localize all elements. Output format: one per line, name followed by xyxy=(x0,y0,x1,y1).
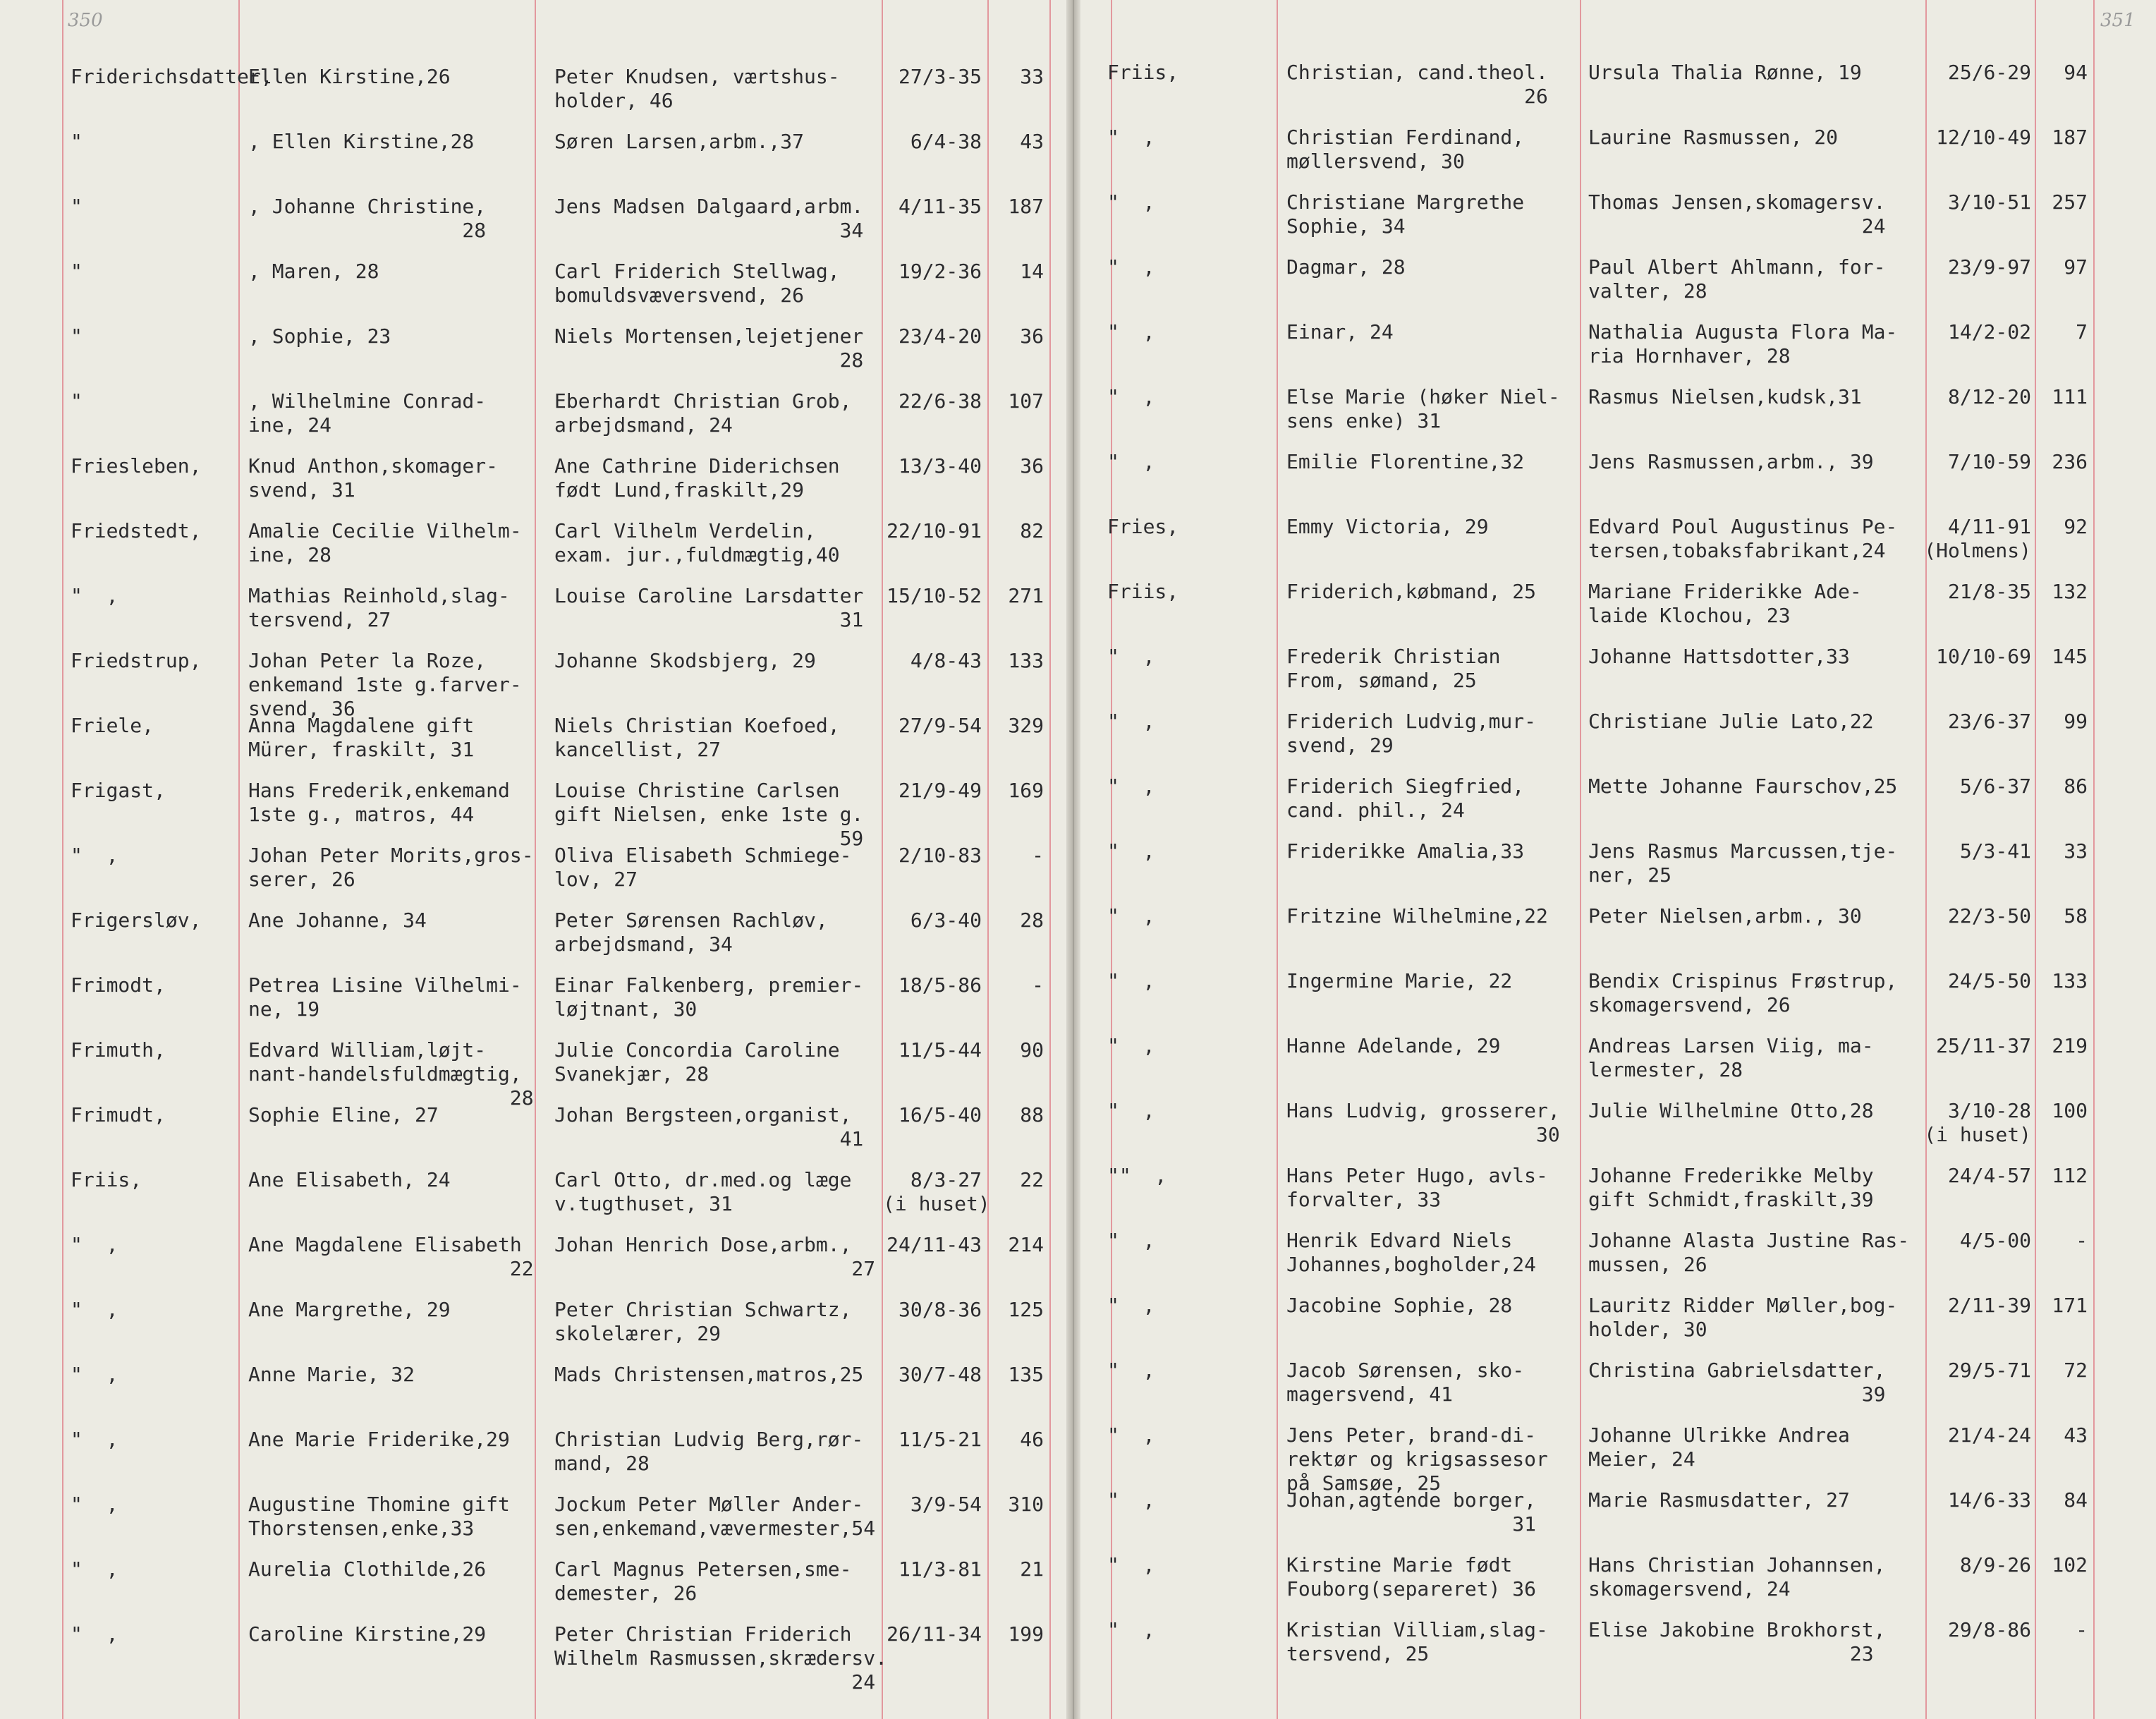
spouse-cell: Andreas Larsen Viig, ma- lermester, 28 xyxy=(1588,1034,1874,1081)
right-entry xyxy=(0,1164,2156,1227)
spouse-cell: Laurine Rasmussen, 20 xyxy=(1588,126,1839,149)
given-name-cell: Friderich Ludvig,mur- svend, 29 xyxy=(1286,710,1537,757)
given-name-cell: Johan,agtende borger, 31 xyxy=(1286,1488,1537,1536)
given-name-cell: Christian, cand.theol. 26 xyxy=(1286,61,1548,108)
spouse-cell: Hans Christian Johannsen, skomagersvend, 24 xyxy=(1588,1553,1886,1600)
given-name-cell: Jacob Sørensen, sko- magersvend, 41 xyxy=(1286,1359,1525,1406)
surname-cell: " , xyxy=(71,584,118,607)
spouse-cell: Mariane Friderikke Ade- laide Klochou, 23 xyxy=(1588,580,1862,627)
given-name-cell: Sophie Eline, 27 xyxy=(248,1103,439,1126)
entry-number-cell: 112 xyxy=(2052,1164,2088,1187)
entry-number-cell: 199 xyxy=(1008,1622,1044,1646)
marriage-date-cell: 8/12-20 xyxy=(1947,385,2031,408)
entry-number-cell: 310 xyxy=(1008,1493,1044,1516)
spouse-cell: Carl Magnus Petersen,sme- demester, 26 xyxy=(554,1557,852,1605)
entry-number-cell: 33 xyxy=(2064,839,2088,863)
given-name-cell: , Sophie, 23 xyxy=(248,324,391,348)
spouse-cell: Christiane Julie Lato,22 xyxy=(1588,710,1874,733)
marriage-date-cell: 25/11-37 xyxy=(1936,1034,2031,1057)
spouse-cell: Christina Gabrielsdatter, 39 xyxy=(1588,1359,1886,1406)
surname-cell: Friis, xyxy=(1107,61,1179,84)
entry-number-cell: 92 xyxy=(2064,515,2088,538)
surname-cell: " , xyxy=(71,1298,118,1321)
given-name-cell: Edvard William,løjt- nant-handelsfuldmægtig, 28 xyxy=(248,1038,534,1110)
right-entry xyxy=(0,904,2156,968)
surname-cell: " , xyxy=(71,844,118,867)
spouse-cell: Elise Jakobine Brokhorst, 23 xyxy=(1588,1618,1886,1665)
given-name-cell: Emilie Florentine,32 xyxy=(1286,450,1525,473)
surname-cell: Fries, xyxy=(1107,515,1179,538)
given-name-cell: , Maren, 28 xyxy=(248,260,379,283)
entry-number-cell: - xyxy=(1032,844,1044,867)
surname-cell: Friedstedt, xyxy=(71,519,202,542)
right-entry xyxy=(0,1553,2156,1617)
given-name-cell: Henrik Edvard Niels Johannes,bogholder,24 xyxy=(1286,1229,1537,1276)
spouse-cell: Julie Wilhelmine Otto,28 xyxy=(1588,1099,1874,1122)
surname-cell: Friesleben, xyxy=(71,454,202,478)
given-name-cell: Christian Ferdinand, møllersvend, 30 xyxy=(1286,126,1525,173)
right-entry xyxy=(0,775,2156,838)
spouse-cell: Carl Otto, dr.med.og læge v.tugthuset, 31 xyxy=(554,1168,852,1215)
right-entry xyxy=(0,1423,2156,1495)
marriage-date-cell: 23/4-20 xyxy=(898,324,982,348)
entry-number-cell: 271 xyxy=(1008,584,1044,607)
entry-number-cell: 219 xyxy=(2052,1034,2088,1057)
spouse-cell: Peter Christian Schwartz, skolelærer, 29 xyxy=(554,1298,852,1345)
left-page-number: 350 xyxy=(68,10,103,31)
marriage-date-cell: 4/5-00 xyxy=(1959,1229,2031,1252)
given-name-cell: Hans Peter Hugo, avls- forvalter, 33 xyxy=(1286,1164,1548,1211)
entry-number-cell: 132 xyxy=(2052,580,2088,603)
spouse-cell: Jockum Peter Møller Ander- sen,enkemand,vævermester,54 xyxy=(554,1493,876,1540)
surname-cell: Frimodt, xyxy=(71,973,166,997)
entry-number-cell: 236 xyxy=(2052,450,2088,473)
right-entry xyxy=(0,126,2156,189)
surname-cell: Frimudt, xyxy=(71,1103,166,1126)
right-entry xyxy=(0,710,2156,773)
given-name-cell: Frederik Christian From, sømand, 25 xyxy=(1286,645,1501,692)
surname-cell: " , xyxy=(1107,385,1155,408)
given-name-cell: Hans Ludvig, grosserer, 30 xyxy=(1286,1099,1560,1146)
given-name-cell: Christiane Margrethe Sophie, 34 xyxy=(1286,190,1525,238)
given-name-cell: Hans Frederik,enkemand 1ste g., matros, 44 xyxy=(248,779,510,826)
marriage-date-cell: 18/5-86 xyxy=(898,973,982,997)
marriage-date-cell: 29/5-71 xyxy=(1947,1359,2031,1382)
surname-cell: " , xyxy=(1107,1618,1155,1641)
spouse-cell: Marie Rasmusdatter, 27 xyxy=(1588,1488,1850,1512)
marriage-date-cell: 14/6-33 xyxy=(1947,1488,2031,1512)
given-name-cell: Hanne Adelande, 29 xyxy=(1286,1034,1501,1057)
spouse-cell: Johanne Frederikke Melby gift Schmidt,fraskilt,39 xyxy=(1588,1164,1874,1211)
surname-cell: " , xyxy=(1107,190,1155,214)
marriage-date-cell: 15/10-52 xyxy=(887,584,982,607)
spouse-cell: Thomas Jensen,skomagersv. 24 xyxy=(1588,190,1886,238)
surname-cell: " , xyxy=(1107,904,1155,928)
marriage-date-cell: 2/11-39 xyxy=(1947,1294,2031,1317)
given-name-cell: Amalie Cecilie Vilhelm- ine, 28 xyxy=(248,519,522,566)
right-entry xyxy=(0,1034,2156,1098)
entry-number-cell: 90 xyxy=(1020,1038,1044,1062)
right-entry xyxy=(0,580,2156,643)
right-entry xyxy=(0,1618,2156,1682)
entry-number-cell: - xyxy=(2076,1229,2088,1252)
surname-cell: " , xyxy=(1107,1553,1155,1577)
entry-number-cell: 72 xyxy=(2064,1359,2088,1382)
entry-number-cell: 107 xyxy=(1008,389,1044,413)
marriage-date-cell: 22/10-91 xyxy=(887,519,982,542)
given-name-cell: Emmy Victoria, 29 xyxy=(1286,515,1489,538)
spouse-cell: Johanne Skodsbjerg, 29 xyxy=(554,649,816,672)
given-name-cell: Ane Magdalene Elisabeth 22 xyxy=(248,1233,534,1280)
marriage-date-cell: 19/2-36 xyxy=(898,260,982,283)
marriage-date-cell: 26/11-34 xyxy=(887,1622,982,1646)
surname-cell: " , xyxy=(1107,255,1155,279)
marriage-date-cell: 11/5-44 xyxy=(898,1038,982,1062)
marriage-date-cell: 10/10-69 xyxy=(1936,645,2031,668)
given-name-cell: Einar, 24 xyxy=(1286,320,1394,344)
marriage-date-cell: 11/5-21 xyxy=(898,1428,982,1451)
right-entry xyxy=(0,1294,2156,1357)
surname-cell: " , xyxy=(71,1622,118,1646)
marriage-date-cell: 13/3-40 xyxy=(898,454,982,478)
entry-number-cell: 82 xyxy=(1020,519,1044,542)
given-name-cell: Knud Anthon,skomager- svend, 31 xyxy=(248,454,499,502)
entry-number-cell: 111 xyxy=(2052,385,2088,408)
spouse-cell: Mads Christensen,matros,25 xyxy=(554,1363,864,1386)
spouse-cell: Julie Concordia Caroline Svanekjær, 28 xyxy=(554,1038,840,1086)
surname-cell: " , xyxy=(1107,1488,1155,1512)
spouse-cell: Edvard Poul Augustinus Pe- tersen,tobaksfabrikant,24 xyxy=(1588,515,1898,562)
spouse-cell: Johanne Hattsdotter,33 xyxy=(1588,645,1850,668)
entry-number-cell: 84 xyxy=(2064,1488,2088,1512)
entry-number-cell: 36 xyxy=(1020,454,1044,478)
given-name-cell: Ellen Kirstine,26 xyxy=(248,65,451,88)
given-name-cell: Ane Elisabeth, 24 xyxy=(248,1168,451,1191)
spouse-cell: Lauritz Ridder Møller,bog- holder, 30 xyxy=(1588,1294,1898,1341)
entry-number-cell: 86 xyxy=(2064,775,2088,798)
spouse-cell: Carl Vilhelm Verdelin, exam. jur.,fuldmægtig,40 xyxy=(554,519,840,566)
entry-number-cell: - xyxy=(2076,1618,2088,1641)
marriage-date-cell: 23/6-37 xyxy=(1947,710,2031,733)
surname-cell: " , xyxy=(1107,126,1155,149)
spouse-cell: Bendix Crispinus Frøstrup, skomagersvend, 26 xyxy=(1588,969,1898,1016)
right-entry xyxy=(0,255,2156,319)
entry-number-cell: 133 xyxy=(2052,969,2088,992)
marriage-date-cell: 4/8-43 xyxy=(910,649,982,672)
given-name-cell: Kristian Villiam,slag- tersvend, 25 xyxy=(1286,1618,1548,1665)
right-entry xyxy=(0,320,2156,384)
marriage-date-cell: 29/8-86 xyxy=(1947,1618,2031,1641)
marriage-date-cell: 2/10-83 xyxy=(898,844,982,867)
entry-number-cell: 7 xyxy=(2076,320,2088,344)
spouse-cell: Johanne Ulrikke Andrea Meier, 24 xyxy=(1588,1423,1850,1471)
spouse-cell: Mette Johanne Faurschov,25 xyxy=(1588,775,1898,798)
spouse-cell: Nathalia Augusta Flora Ma- ria Hornhaver, 28 xyxy=(1588,320,1898,368)
spouse-cell: Eberhardt Christian Grob, arbejdsmand, 24 xyxy=(554,389,852,437)
entry-number-cell: 43 xyxy=(1020,130,1044,153)
spouse-cell: Peter Knudsen, værtshus- holder, 46 xyxy=(554,65,840,112)
entry-number-cell: 214 xyxy=(1008,1233,1044,1256)
surname-cell: " , xyxy=(71,1233,118,1256)
entry-number-cell: 88 xyxy=(1020,1103,1044,1126)
given-name-cell: Friderich Siegfried, cand. phil., 24 xyxy=(1286,775,1525,822)
right-page-number: 351 xyxy=(2100,10,2136,31)
given-name-cell: Augustine Thomine gift Thorstensen,enke,33 xyxy=(248,1493,510,1540)
spouse-cell: Johan Henrich Dose,arbm., 27 xyxy=(554,1233,876,1280)
spouse-cell: Niels Christian Koefoed, kancellist, 27 xyxy=(554,714,840,761)
surname-cell: " , xyxy=(1107,1034,1155,1057)
surname-cell: Friis, xyxy=(71,1168,142,1191)
surname-cell: " , xyxy=(1107,839,1155,863)
given-name-cell: Aurelia Clothilde,26 xyxy=(248,1557,487,1581)
marriage-date-cell: 6/4-38 xyxy=(910,130,982,153)
marriage-date-cell: 14/2-02 xyxy=(1947,320,2031,344)
spouse-cell: Oliva Elisabeth Schmiege- lov, 27 xyxy=(554,844,852,891)
given-name-cell: Friderich,købmand, 25 xyxy=(1286,580,1537,603)
entry-number-cell: 169 xyxy=(1008,779,1044,802)
marriage-date-cell: 6/3-40 xyxy=(910,909,982,932)
surname-cell: Friedstrup, xyxy=(71,649,202,672)
marriage-date-cell: 21/4-24 xyxy=(1947,1423,2031,1447)
spouse-cell: Johanne Alasta Justine Ras- mussen, 26 xyxy=(1588,1229,1910,1276)
given-name-cell: Ane Margrethe, 29 xyxy=(248,1298,451,1321)
spouse-cell: Ursula Thalia Rønne, 19 xyxy=(1588,61,1862,84)
spouse-cell: Jens Rasmussen,arbm., 39 xyxy=(1588,450,1874,473)
right-entry xyxy=(0,839,2156,903)
given-name-cell: Else Marie (høker Niel- sens enke) 31 xyxy=(1286,385,1560,432)
spouse-cell: Ane Cathrine Diderichsen født Lund,fraskilt,29 xyxy=(554,454,840,502)
surname-cell: "" , xyxy=(1107,1164,1167,1187)
right-entry xyxy=(0,450,2156,514)
spouse-cell: Johan Bergsteen,organist, 41 xyxy=(554,1103,864,1150)
surname-cell: " , xyxy=(1107,1294,1155,1317)
surname-cell: " , xyxy=(1107,969,1155,992)
right-entry xyxy=(0,1488,2156,1552)
entry-number-cell: 46 xyxy=(1020,1428,1044,1451)
entry-number-cell: 171 xyxy=(2052,1294,2088,1317)
right-entry xyxy=(0,645,2156,708)
entry-number-cell: 125 xyxy=(1008,1298,1044,1321)
entry-number-cell: 22 xyxy=(1020,1168,1044,1191)
entry-number-cell: 21 xyxy=(1020,1557,1044,1581)
given-name-cell: Dagmar, 28 xyxy=(1286,255,1406,279)
spouse-cell: Peter Sørensen Rachløv, arbejdsmand, 34 xyxy=(554,909,828,956)
spouse-cell: Carl Friderich Stellwag, bomuldsvæversvend, 26 xyxy=(554,260,840,307)
entry-number-cell: - xyxy=(1032,973,1044,997)
entry-number-cell: 99 xyxy=(2064,710,2088,733)
spouse-cell: Jens Madsen Dalgaard,arbm. 34 xyxy=(554,195,864,242)
marriage-date-cell: 22/6-38 xyxy=(898,389,982,413)
right-entry xyxy=(0,385,2156,449)
surname-cell: Frimuth, xyxy=(71,1038,166,1062)
given-name-cell: Anna Magdalene gift Mürer, fraskilt, 31 xyxy=(248,714,475,761)
given-name-cell: Ane Marie Friderike,29 xyxy=(248,1428,510,1451)
marriage-date-cell: 5/6-37 xyxy=(1959,775,2031,798)
surname-cell: " , xyxy=(1107,1359,1155,1382)
marriage-date-cell: 8/9-26 xyxy=(1959,1553,2031,1577)
given-name-cell: , Johanne Christine, 28 xyxy=(248,195,487,242)
marriage-date-cell: 21/8-35 xyxy=(1947,580,2031,603)
surname-cell: Friis, xyxy=(1107,580,1179,603)
given-name-cell: Jacobine Sophie, 28 xyxy=(1286,1294,1513,1317)
spouse-cell: Paul Albert Ahlmann, for- valter, 28 xyxy=(1588,255,1886,303)
surname-cell: Frigast, xyxy=(71,779,166,802)
entry-number-cell: 100 xyxy=(2052,1099,2088,1122)
right-entry xyxy=(0,969,2156,1033)
marriage-date-cell: 30/7-48 xyxy=(898,1363,982,1386)
given-name-cell: Petrea Lisine Vilhelmi- ne, 19 xyxy=(248,973,522,1021)
right-entry xyxy=(0,1099,2156,1162)
surname-cell: " , xyxy=(1107,320,1155,344)
surname-cell: " xyxy=(71,260,83,283)
entry-number-cell: 102 xyxy=(2052,1553,2088,1577)
spouse-cell: Niels Mortensen,lejetjener 28 xyxy=(554,324,864,372)
marriage-date-cell: 8/3-27 (i huset) xyxy=(883,1168,990,1215)
given-name-cell: , Ellen Kirstine,28 xyxy=(248,130,475,153)
spouse-cell: Søren Larsen,arbm.,37 xyxy=(554,130,805,153)
marriage-date-cell: 21/9-49 xyxy=(898,779,982,802)
given-name-cell: Anne Marie, 32 xyxy=(248,1363,415,1386)
given-name-cell: Kirstine Marie født Fouborg(separeret) 36 xyxy=(1286,1553,1537,1600)
spouse-cell: Rasmus Nielsen,kudsk,31 xyxy=(1588,385,1862,408)
marriage-date-cell: 27/3-35 xyxy=(898,65,982,88)
entry-number-cell: 257 xyxy=(2052,190,2088,214)
entry-number-cell: 187 xyxy=(2052,126,2088,149)
surname-cell: " , xyxy=(71,1557,118,1581)
given-name-cell: Fritzine Wilhelmine,22 xyxy=(1286,904,1548,928)
surname-cell: " , xyxy=(1107,775,1155,798)
entry-number-cell: 36 xyxy=(1020,324,1044,348)
surname-cell: " , xyxy=(1107,710,1155,733)
entry-number-cell: 329 xyxy=(1008,714,1044,737)
surname-cell: " , xyxy=(1107,645,1155,668)
given-name-cell: Mathias Reinhold,slag- tersvend, 27 xyxy=(248,584,510,631)
surname-cell: " xyxy=(71,195,83,218)
right-entry xyxy=(0,61,2156,124)
spouse-cell: Peter Christian Friderich Wilhelm Rasmussen,skrædersv. 24 xyxy=(554,1622,888,1694)
surname-cell: " , xyxy=(1107,1229,1155,1252)
marriage-date-cell: 4/11-35 xyxy=(898,195,982,218)
spouse-cell: Louise Caroline Larsdatter 31 xyxy=(554,584,864,631)
marriage-date-cell: 24/4-57 xyxy=(1947,1164,2031,1187)
entry-number-cell: 58 xyxy=(2064,904,2088,928)
surname-cell: " , xyxy=(1107,1423,1155,1447)
marriage-date-cell: 4/11-91 (Holmens) xyxy=(1924,515,2031,562)
given-name-cell: , Wilhelmine Conrad- ine, 24 xyxy=(248,389,487,437)
given-name-cell: Friderikke Amalia,33 xyxy=(1286,839,1525,863)
surname-cell: Frigersløv, xyxy=(71,909,202,932)
right-entry xyxy=(0,1359,2156,1422)
surname-cell: Friele, xyxy=(71,714,154,737)
surname-cell: " , xyxy=(71,1428,118,1451)
spouse-cell: Louise Christine Carlsen gift Nielsen, enke 1ste g. 59 xyxy=(554,779,864,850)
marriage-date-cell: 22/3-50 xyxy=(1947,904,2031,928)
marriage-date-cell: 3/10-28 (i huset) xyxy=(1924,1099,2031,1146)
entry-number-cell: 145 xyxy=(2052,645,2088,668)
marriage-date-cell: 23/9-97 xyxy=(1947,255,2031,279)
surname-cell: " xyxy=(71,130,83,153)
marriage-date-cell: 25/6-29 xyxy=(1947,61,2031,84)
given-name-cell: Ingermine Marie, 22 xyxy=(1286,969,1513,992)
given-name-cell: Johan Peter Morits,gros- serer, 26 xyxy=(248,844,534,891)
entry-number-cell: 187 xyxy=(1008,195,1044,218)
right-entry xyxy=(0,515,2156,578)
given-name-cell: Ane Johanne, 34 xyxy=(248,909,427,932)
spouse-cell: Christian Ludvig Berg,rør- mand, 28 xyxy=(554,1428,864,1475)
right-entry xyxy=(0,190,2156,254)
surname-cell: " xyxy=(71,389,83,413)
spouse-cell: Jens Rasmus Marcussen,tje- ner, 25 xyxy=(1588,839,1898,887)
right-entry xyxy=(0,1229,2156,1292)
entry-number-cell: 97 xyxy=(2064,255,2088,279)
surname-cell: Friderichsdatter, xyxy=(71,65,273,88)
spouse-cell: Peter Nielsen,arbm., 30 xyxy=(1588,904,1862,928)
entry-number-cell: 133 xyxy=(1008,649,1044,672)
marriage-date-cell: 30/8-36 xyxy=(898,1298,982,1321)
surname-cell: " , xyxy=(1107,450,1155,473)
surname-cell: " , xyxy=(71,1363,118,1386)
marriage-date-cell: 11/3-81 xyxy=(898,1557,982,1581)
marriage-date-cell: 24/5-50 xyxy=(1947,969,2031,992)
entry-number-cell: 94 xyxy=(2064,61,2088,84)
given-name-cell: Johan Peter la Roze, enkemand 1ste g.farver- svend, 36 xyxy=(248,649,522,720)
entry-number-cell: 33 xyxy=(1020,65,1044,88)
spouse-cell: Einar Falkenberg, premier- løjtnant, 30 xyxy=(554,973,864,1021)
surname-cell: " , xyxy=(1107,1099,1155,1122)
given-name-cell: Caroline Kirstine,29 xyxy=(248,1622,487,1646)
marriage-date-cell: 5/3-41 xyxy=(1959,839,2031,863)
entry-number-cell: 14 xyxy=(1020,260,1044,283)
surname-cell: " , xyxy=(71,1493,118,1516)
marriage-date-cell: 12/10-49 xyxy=(1936,126,2031,149)
marriage-date-cell: 3/10-51 xyxy=(1947,190,2031,214)
entry-number-cell: 43 xyxy=(2064,1423,2088,1447)
marriage-date-cell: 27/9-54 xyxy=(898,714,982,737)
entry-number-cell: 28 xyxy=(1020,909,1044,932)
marriage-date-cell: 24/11-43 xyxy=(887,1233,982,1256)
surname-cell: " xyxy=(71,324,83,348)
marriage-date-cell: 3/9-54 xyxy=(910,1493,982,1516)
marriage-date-cell: 7/10-59 xyxy=(1947,450,2031,473)
marriage-date-cell: 16/5-40 xyxy=(898,1103,982,1126)
given-name-cell: Jens Peter, brand-di- rektør og krigsassesor på Samsøe, 25 xyxy=(1286,1423,1548,1495)
entry-number-cell: 135 xyxy=(1008,1363,1044,1386)
